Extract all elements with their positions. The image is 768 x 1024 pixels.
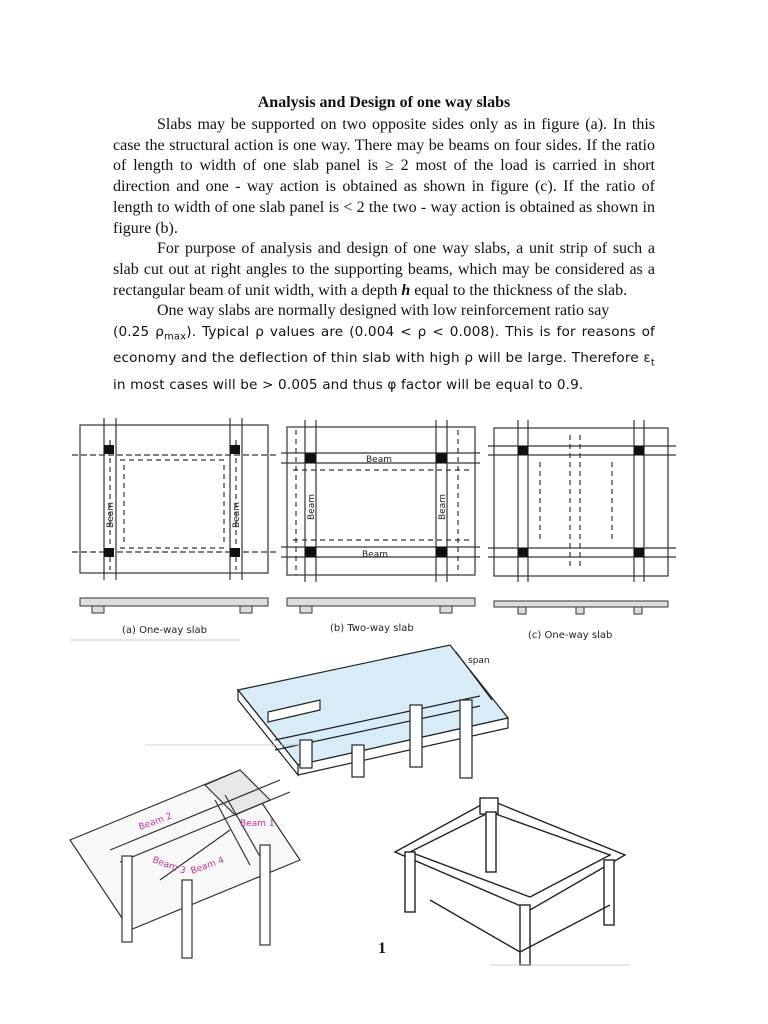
figure-a-section	[80, 598, 268, 613]
figure-c-caption: (c) One-way slab	[528, 630, 613, 641]
span-label: span	[468, 656, 490, 666]
paragraph-2-text-b: equal to the thickness of the slab.	[410, 281, 628, 299]
figure-a-caption: (a) One-way slab	[122, 625, 207, 636]
paragraph-3: One way slabs are normally designed with low reinforcement ratio say	[157, 302, 610, 320]
beam-4-label: Beam 4	[189, 855, 226, 877]
figure-b-columns	[305, 453, 447, 557]
depth-symbol: h	[401, 281, 411, 299]
figure-c-columns	[518, 446, 644, 557]
figure-a-beam-label-right: Beam	[232, 502, 242, 528]
figure-b-beam-label-left: Beam	[307, 494, 317, 520]
rho-text: (0.25 ρ	[113, 324, 164, 341]
figure-b-beam-label-top: Beam	[366, 455, 392, 465]
page-title: Analysis and Design of one way slabs	[257, 94, 511, 111]
figure-a-plan	[72, 418, 276, 580]
rho-max-subscript: max	[164, 331, 187, 343]
figure-c-plan	[488, 420, 676, 582]
figure-a-beam-label-left: Beam	[106, 502, 116, 528]
figure-b-beam-label-bottom: Beam	[362, 550, 388, 560]
isometric-beams-grid	[70, 770, 300, 958]
phi-text: in most cases will be > 0.005 and thus φ factor will be equal to 0.9.	[113, 376, 584, 393]
epsilon-subscript: t	[650, 358, 655, 370]
figure-b-section	[287, 598, 475, 613]
beam-3-label: Beam 3	[150, 855, 187, 877]
figure-c-section	[494, 601, 668, 614]
paragraph-2-text-a: For purpose of analysis and design of one way slabs, a unit strip of such a slab cut out at right angles to the supporting beams, which may be considered as a rectangular beam of unit width, with a depth	[113, 240, 655, 299]
beam-2-label: Beam 2	[137, 811, 174, 833]
rho-values-text: ). Typical ρ values are (0.004 < ρ < 0.008). This is for reasons of economy and the deflection of thin slab with high ρ will be large. Therefore ε	[113, 324, 655, 367]
beam-1-label: Beam 1	[240, 819, 275, 829]
isometric-frame	[395, 798, 625, 965]
page-number: 1	[378, 940, 386, 957]
figure-b-caption: (b) Two-way slab	[330, 623, 414, 634]
figure-b-beam-label-right: Beam	[438, 494, 448, 520]
paragraph-1: Slabs may be supported on two opposite sides only as in figure (a). In this case the structural action is one way. There may be beams on four sides. If the ratio of length to width of one slab panel is ≥ 2 most of the load is carried in short direction and one - way action is obtained as shown in figure (c). If the ratio of length to width of one slab panel is < 2 the two - way action is obtained as shown in figure (b).	[113, 116, 655, 237]
